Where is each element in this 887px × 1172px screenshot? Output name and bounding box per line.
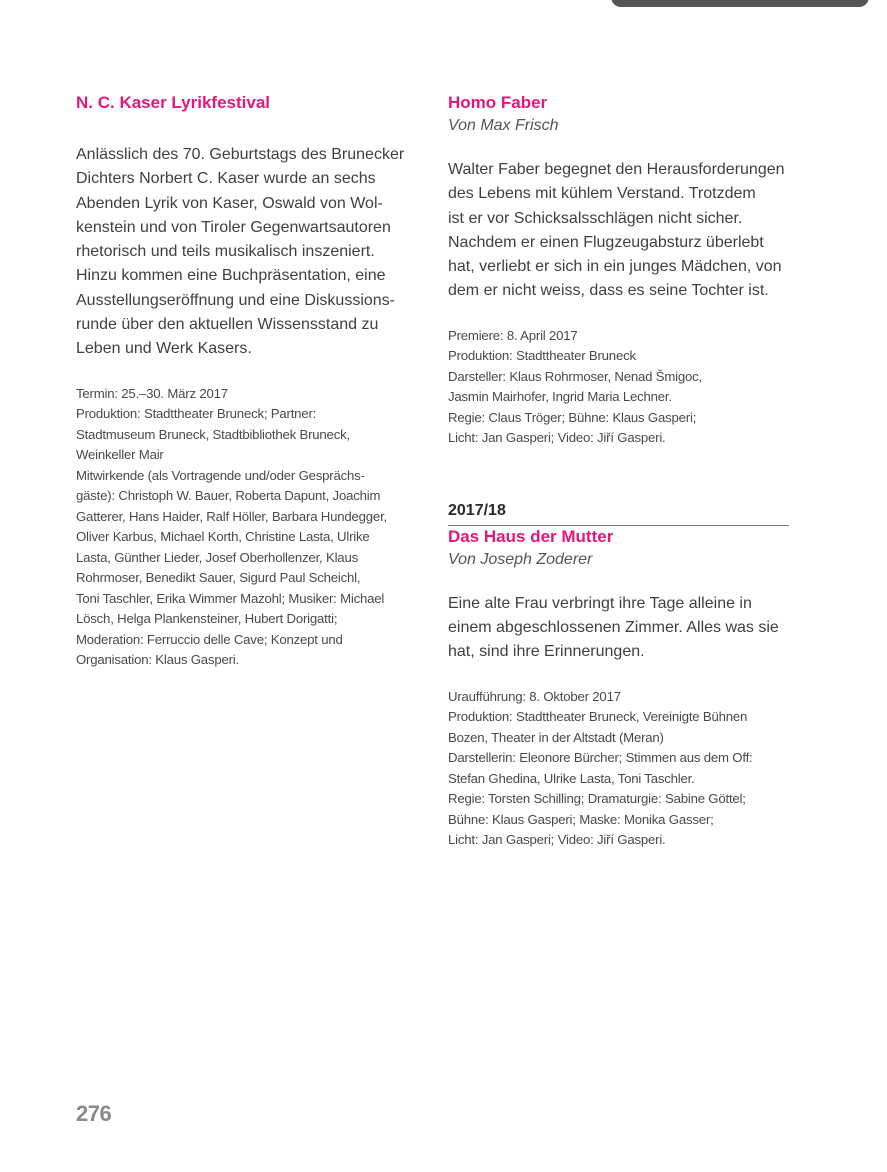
article-meta-kaser — [76, 384, 421, 671]
text-line: Termin: 25.–30. März 2017 — [76, 385, 228, 401]
article-body-haus-der-mutter — [448, 592, 793, 665]
text-line: Produktion: Stadttheater Bruneck; Partner: — [76, 406, 317, 422]
season-heading: 2017/18 — [448, 501, 789, 526]
text-line: Produktion: Stadttheater Bruneck — [448, 348, 636, 364]
article-title-homo-faber: Homo Faber — [448, 93, 548, 112]
text-line: Toni Taschler, Erika Wimmer Mazohl; Musiker: Michael — [76, 590, 385, 606]
text-line: Uraufführung: 8. Oktober 2017 — [448, 688, 621, 704]
text-line: dem er nicht weiss, dass es seine Tochter ist. — [448, 282, 769, 300]
text-line: Licht: Jan Gasperi; Video: Jiří Gasperi. — [448, 430, 666, 446]
top-bar-tab — [611, 0, 869, 7]
text-line: Darsteller: Klaus Rohrmoser, Nenad Šmigoc, — [448, 368, 702, 384]
text-line: gäste): Christoph W. Bauer, Roberta Dapunt, Joachim — [76, 488, 381, 504]
text-line: Gatterer, Hans Haider, Ralf Höller, Barbara Hundegger, — [76, 508, 387, 524]
text-line: rhetorisch und teils musikalisch inszeniert. — [76, 243, 375, 261]
article-body-kaser — [76, 143, 421, 362]
text-line: Moderation: Ferruccio delle Cave; Konzept und — [76, 631, 343, 647]
article-body-homo-faber — [448, 158, 793, 304]
text-line: hat, verliebt er sich in ein junges Mädchen, von — [448, 258, 782, 276]
text-line: Lasta, Günther Lieder, Josef Oberhollenzer, Klaus — [76, 549, 358, 565]
article-title-haus-der-mutter: Das Haus der Mutter — [448, 526, 614, 546]
text-line: Regie: Claus Tröger; Bühne: Klaus Gasperi; — [448, 409, 697, 425]
text-line: hat, sind ihre Erinnerungen. — [448, 643, 645, 661]
article-subtitle-homo-faber: Von Max Frisch — [448, 117, 559, 134]
text-line: Darstellerin: Eleonore Bürcher; Stimmen aus dem Off: — [448, 750, 753, 766]
text-line: Lösch, Helga Plankensteiner, Hubert Dorigatti; — [76, 611, 338, 627]
text-line: Dichters Norbert C. Kaser wurde an sechs — [76, 170, 376, 188]
text-line: Bozen, Theater in der Altstadt (Meran) — [448, 729, 664, 745]
text-line: Organisation: Klaus Gasperi. — [76, 652, 239, 668]
text-line: ist er vor Schicksalsschlägen nicht sicher. — [448, 209, 743, 227]
text-line: Licht: Jan Gasperi; Video: Jiří Gasperi. — [448, 832, 666, 848]
text-line: Bühne: Klaus Gasperi; Maske: Monika Gasser; — [448, 811, 714, 827]
text-line: Stefan Ghedina, Ulrike Lasta, Toni Taschler. — [448, 770, 695, 786]
text-line: Nachdem er einen Flugzeugabsturz überlebt — [448, 233, 764, 251]
text-line: runde über den aktuellen Wissensstand zu — [76, 316, 379, 334]
text-line: Produktion: Stadttheater Bruneck, Vereinigte Bühnen — [448, 709, 748, 725]
page-number: 276 — [76, 1101, 112, 1126]
left-column — [76, 92, 421, 671]
text-line: Eine alte Frau verbringt ihre Tage alleine in — [448, 594, 752, 612]
text-line: Rohrmoser, Benedikt Sauer, Sigurd Paul Scheichl, — [76, 570, 361, 586]
text-line: Walter Faber begegnet den Herausforderungen — [448, 161, 785, 178]
text-line: des Lebens mit kühlem Verstand. Trotzdem — [448, 185, 756, 203]
text-line: Weinkeller Mair — [76, 447, 164, 463]
text-line: Stadtmuseum Bruneck, Stadtbibliothek Bruneck, — [76, 426, 350, 442]
text-line: Jasmin Mairhofer, Ingrid Maria Lechner. — [448, 389, 672, 405]
text-line: Premiere: 8. April 2017 — [448, 327, 578, 343]
article-title-kaser: N. C. Kaser Lyrikfestival — [76, 93, 271, 112]
article-meta-haus-der-mutter — [448, 687, 793, 851]
text-line: einem abgeschlossenen Zimmer. Alles was sie — [448, 619, 779, 637]
text-line: kenstein und von Tiroler Gegenwartsautoren — [76, 218, 391, 236]
text-line: Ausstellungseröffnung und eine Diskussions- — [76, 291, 396, 309]
article-meta-homo-faber — [448, 326, 793, 449]
text-line: Regie: Torsten Schilling; Dramaturgie: Sabine Göttel; — [448, 791, 746, 807]
text-line: Hinzu kommen eine Buchpräsentation, eine — [76, 267, 386, 285]
text-line: Leben und Werk Kasers. — [76, 340, 252, 358]
text-line: Oliver Karbus, Michael Korth, Christine Lasta, Ulrike — [76, 529, 370, 545]
article-subtitle-haus-der-mutter: Von Joseph Zoderer — [448, 550, 593, 568]
text-line: Abenden Lyrik von Kaser, Oswald von Wol- — [76, 194, 383, 212]
text-line: Mitwirkende (als Vortragende und/oder Gesprächs- — [76, 467, 365, 483]
text-line: Anlässlich des 70. Geburtstags des Brunecker — [76, 146, 405, 163]
right-column — [448, 92, 793, 851]
